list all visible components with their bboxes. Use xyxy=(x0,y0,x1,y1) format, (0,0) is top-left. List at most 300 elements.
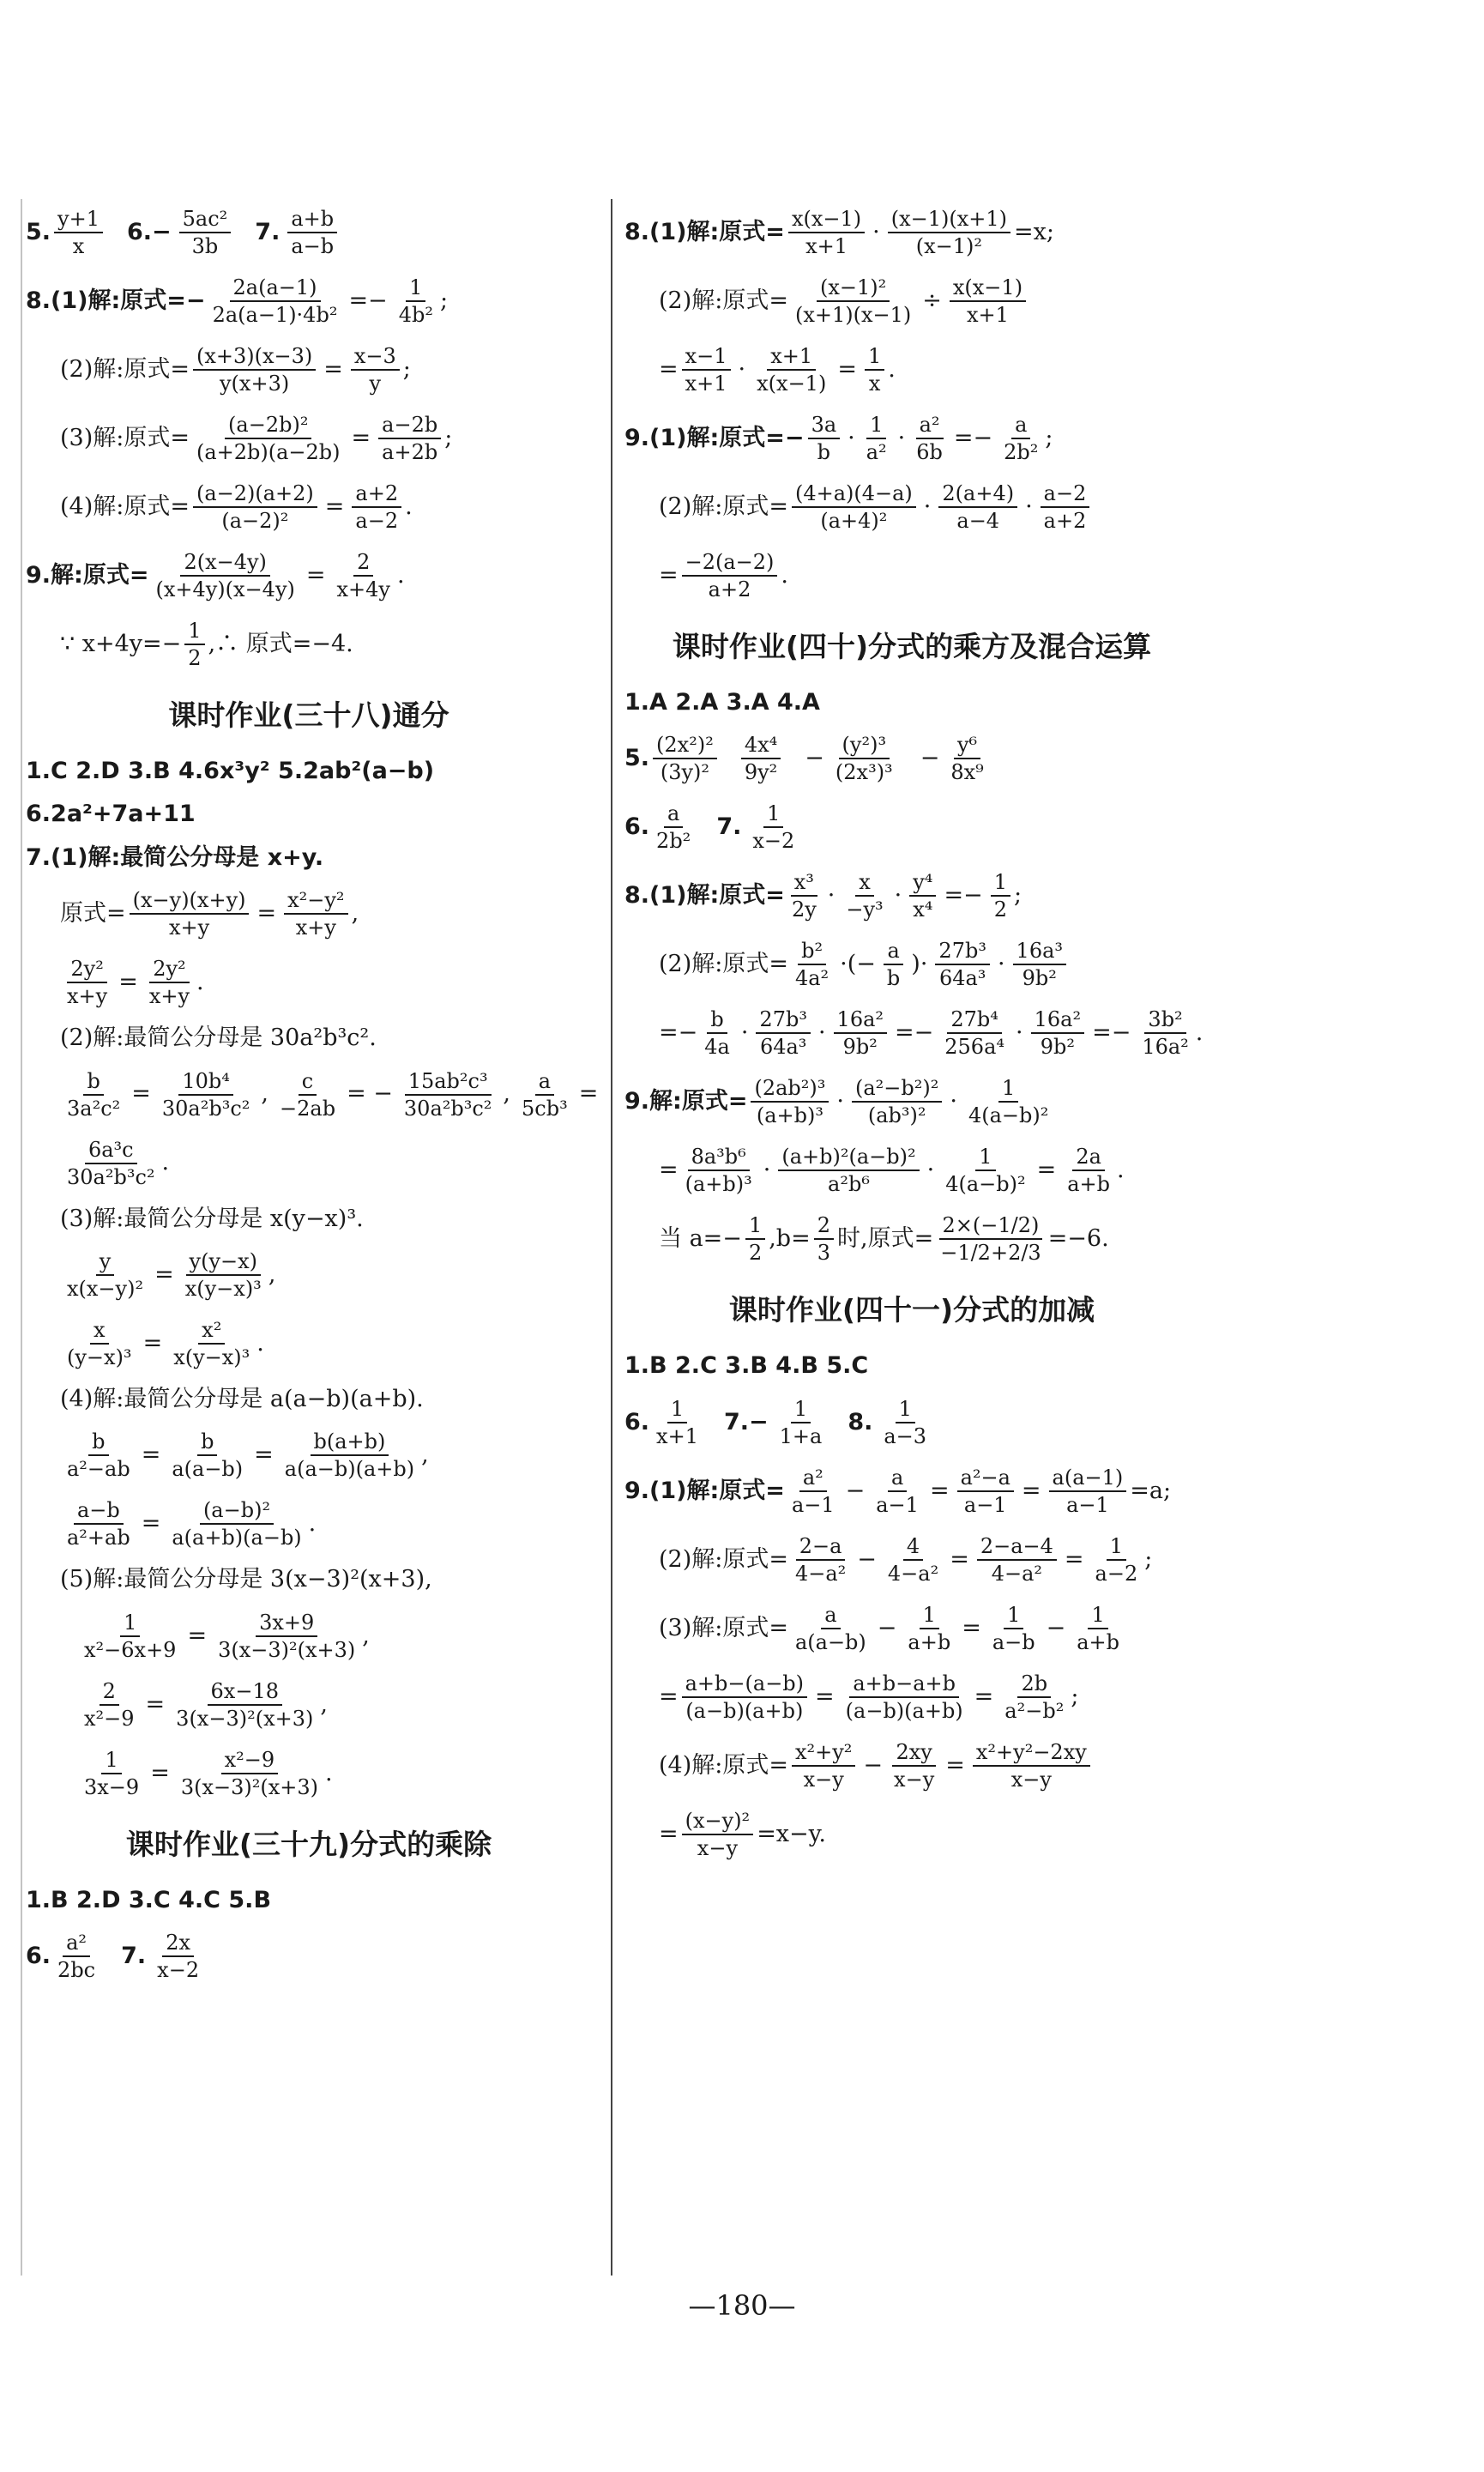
operator: · xyxy=(872,218,880,245)
fraction xyxy=(284,887,347,940)
operator: = xyxy=(154,1260,174,1288)
denominator: a−2 xyxy=(355,509,399,533)
fraction xyxy=(54,206,103,259)
fraction xyxy=(682,1144,756,1197)
fraction xyxy=(701,1006,733,1060)
label: (4)解:原式= xyxy=(60,493,190,520)
operator: = xyxy=(1036,1157,1057,1184)
operator: = xyxy=(837,355,857,383)
denominator: 6b xyxy=(916,440,943,464)
fraction xyxy=(1138,1006,1191,1060)
denominator: x(y−x)³ xyxy=(184,1276,262,1301)
fraction xyxy=(977,1533,1057,1587)
numerator: a xyxy=(888,1465,907,1492)
fraction xyxy=(682,1671,807,1724)
denominator: a−1 xyxy=(791,1492,835,1517)
operator: = xyxy=(145,1690,166,1718)
numerator: a² xyxy=(63,1930,90,1957)
fraction xyxy=(1064,1144,1113,1197)
numerator: 27b⁴ xyxy=(947,1006,1002,1034)
denominator: y xyxy=(369,372,382,396)
fraction xyxy=(942,1144,1029,1197)
fraction xyxy=(63,956,111,1009)
denominator: x−2 xyxy=(157,1958,200,1983)
numerator: (4+a)(4−a) xyxy=(792,480,916,508)
fraction xyxy=(788,869,820,922)
label: 5. xyxy=(624,745,650,772)
left-column xyxy=(26,206,599,1998)
fraction xyxy=(842,1671,967,1724)
numerator: x(x−1) xyxy=(950,275,1026,302)
denominator: 3a²c² xyxy=(67,1096,121,1121)
numerator: 16a² xyxy=(1031,1006,1084,1034)
denominator: 4(a−b)² xyxy=(968,1103,1049,1128)
punctuation: ; xyxy=(1144,1545,1153,1573)
numerator: a+2 xyxy=(352,480,401,508)
section-heading-41: 课时作业(四十一)分式的加减 xyxy=(728,1293,1095,1327)
line-l8: 1.C 2.D 3.B 4.6x³y² 5.2ab²(a−b) xyxy=(26,758,435,784)
label: = xyxy=(659,1683,679,1710)
denominator: a(a−b)(a+b) xyxy=(284,1457,415,1482)
numerator: 6a³c xyxy=(85,1137,137,1164)
punctuation: . xyxy=(1117,1157,1125,1184)
numerator: (x−1)(x+1) xyxy=(888,206,1010,233)
denominator: a+b xyxy=(1077,1629,1120,1654)
operator: =− xyxy=(944,882,983,910)
numerator: a² xyxy=(799,1465,827,1492)
denominator: a−4 xyxy=(956,509,1000,533)
denominator: 9b² xyxy=(1040,1035,1075,1060)
numerator: 1 xyxy=(998,1075,1018,1103)
text: ,b= xyxy=(769,1225,811,1253)
numerator: x−3 xyxy=(351,343,400,371)
fraction xyxy=(938,480,1017,534)
fraction xyxy=(788,1465,838,1518)
numerator: (a+b)²(a−b)² xyxy=(778,1144,919,1171)
line-l18 xyxy=(26,1317,592,1370)
fraction xyxy=(653,801,694,854)
numerator: (a−b)² xyxy=(200,1497,274,1525)
numerator: 1 xyxy=(920,1602,939,1629)
fraction xyxy=(842,869,886,922)
text: ,∴ 原式=−4. xyxy=(208,630,353,657)
numerator: x(x−1) xyxy=(788,206,865,233)
numerator: (x−1)² xyxy=(817,275,890,302)
text: =−6. xyxy=(1047,1225,1109,1253)
line-r2 xyxy=(624,275,1199,328)
text: =x−y. xyxy=(757,1820,826,1847)
numerator: x+1 xyxy=(767,343,816,371)
denominator: (a−b)(a+b) xyxy=(685,1698,804,1723)
line-l4 xyxy=(26,412,592,465)
operator: = xyxy=(1021,1477,1041,1504)
numerator: 2 xyxy=(353,549,373,577)
fraction xyxy=(146,956,193,1009)
denominator: −1/2+2/3 xyxy=(940,1241,1041,1266)
page-number: —180— xyxy=(688,2289,796,2322)
denominator: a+2b xyxy=(382,440,438,464)
numerator: 27b³ xyxy=(935,938,990,965)
numerator: 2−a−4 xyxy=(977,1533,1057,1561)
fraction xyxy=(792,1739,855,1792)
denominator: a(a−b) xyxy=(794,1629,866,1654)
text: =x; xyxy=(1014,218,1054,245)
denominator: x+y xyxy=(168,916,210,940)
line-l2 xyxy=(26,275,592,328)
numerator: 4 xyxy=(903,1533,923,1561)
operator: · xyxy=(926,1157,935,1184)
fraction xyxy=(890,1739,938,1792)
operator: = xyxy=(324,493,345,520)
fraction xyxy=(81,1610,179,1663)
fraction xyxy=(378,412,441,465)
fraction xyxy=(682,549,778,602)
operator: − xyxy=(845,1477,866,1504)
operator: =− xyxy=(1092,1019,1131,1047)
denominator: x(y−x)³ xyxy=(173,1345,250,1369)
denominator: a(a−b) xyxy=(172,1457,244,1482)
line-l12 xyxy=(26,956,592,1009)
left-margin-line xyxy=(21,199,22,2276)
fraction xyxy=(193,480,317,534)
numerator: 6x−18 xyxy=(208,1678,282,1706)
numerator: y(y−x) xyxy=(186,1248,262,1276)
fraction xyxy=(653,732,717,785)
fraction xyxy=(1000,412,1041,465)
numerator: 1 xyxy=(184,618,204,645)
fraction xyxy=(973,1739,1090,1792)
line-l14 xyxy=(26,1068,599,1121)
denominator: a−2 xyxy=(1095,1561,1138,1586)
operator: ·(− xyxy=(840,951,876,978)
numerator: a+b−(a−b) xyxy=(682,1671,807,1698)
fraction xyxy=(776,1396,826,1449)
numerator: −2(a−2) xyxy=(682,549,778,577)
operator: = xyxy=(187,1622,208,1649)
fraction xyxy=(682,1808,754,1861)
denominator: −y³ xyxy=(846,898,884,922)
denominator: x xyxy=(72,234,85,258)
denominator: (x+1)(x−1) xyxy=(794,303,912,327)
denominator: 4a xyxy=(704,1035,730,1060)
denominator: x−y xyxy=(803,1767,844,1792)
denominator: 2a(a−1)·4b² xyxy=(212,303,338,327)
numerator: 1 xyxy=(866,412,886,439)
operator: = xyxy=(142,1329,163,1357)
punctuation: . xyxy=(196,968,204,995)
denominator: a(a+b)(a−b) xyxy=(172,1526,302,1550)
line-r8 xyxy=(624,732,1199,785)
text: 时,原式= xyxy=(837,1225,934,1253)
denominator: 8x⁹ xyxy=(950,760,984,785)
numerator: x²−y² xyxy=(284,887,347,915)
operator: − xyxy=(863,1751,884,1779)
label: 6.− xyxy=(126,218,172,245)
numerator: 2y² xyxy=(67,956,106,983)
line-l26: 1.B 2.D 3.C 4.C 5.B xyxy=(26,1886,272,1913)
fraction xyxy=(792,1533,849,1587)
fraction xyxy=(209,275,341,328)
fraction xyxy=(287,206,337,259)
punctuation: . xyxy=(161,1149,170,1176)
line-r1 xyxy=(624,206,1199,259)
operator: − xyxy=(1046,1614,1066,1641)
label: 当 a=− xyxy=(659,1225,742,1253)
fraction xyxy=(334,549,394,602)
numerator: 2(x−4y) xyxy=(180,549,269,577)
label: = xyxy=(659,1157,679,1184)
line-l20 xyxy=(26,1429,592,1482)
fraction xyxy=(834,1006,887,1060)
denominator: (ab³)² xyxy=(867,1103,926,1128)
line-l16: (3)解:最简公分母是 x(y−x)³. xyxy=(60,1205,364,1232)
denominator: a+2 xyxy=(1043,509,1087,533)
numerator: y+1 xyxy=(54,206,103,233)
denominator: a+b xyxy=(1067,1172,1111,1197)
operator: = xyxy=(929,1477,950,1504)
punctuation: , xyxy=(351,899,359,927)
denominator: x+1 xyxy=(656,1423,698,1448)
operator: , xyxy=(503,1080,511,1108)
label: (2)解:原式= xyxy=(659,287,788,314)
line-r20 xyxy=(624,1602,1199,1655)
denominator: (a+4)² xyxy=(820,509,888,533)
numerator: a xyxy=(1011,412,1030,439)
denominator: 64a³ xyxy=(938,966,986,991)
line-l17 xyxy=(26,1248,592,1302)
label: 6. xyxy=(624,813,650,841)
denominator: x+4y xyxy=(336,577,390,601)
fraction xyxy=(935,938,990,991)
denominator: (y−x)³ xyxy=(67,1345,132,1369)
line-l27 xyxy=(26,1930,592,1983)
fraction xyxy=(159,1068,254,1121)
fraction xyxy=(991,869,1010,922)
label: ∵ x+4y=− xyxy=(60,630,182,657)
numerator: 16a² xyxy=(834,1006,887,1034)
operator: = xyxy=(254,1441,274,1469)
numerator: 2 xyxy=(814,1212,834,1240)
fraction xyxy=(63,1317,136,1370)
denominator: a−1 xyxy=(876,1492,919,1517)
numerator: (a−2b)² xyxy=(225,412,311,439)
fraction xyxy=(814,1212,834,1266)
fraction xyxy=(957,1465,1014,1518)
label: = xyxy=(659,1820,679,1847)
denominator: x+1 xyxy=(805,234,848,258)
fraction xyxy=(950,275,1026,328)
label: (2)解:原式= xyxy=(659,951,788,978)
punctuation: ; xyxy=(1045,424,1053,451)
fraction xyxy=(63,1429,134,1482)
denominator: (a+b)³ xyxy=(685,1172,752,1197)
numerator: x²+y² xyxy=(792,1739,855,1767)
label: = xyxy=(659,561,679,589)
numerator: a−b xyxy=(74,1497,124,1525)
operator: =− xyxy=(348,287,388,314)
numerator: 4x⁴ xyxy=(741,732,781,759)
line-r21 xyxy=(624,1671,1199,1724)
line-r11 xyxy=(624,938,1199,991)
fraction xyxy=(182,1248,265,1302)
fraction xyxy=(751,1075,829,1128)
fraction xyxy=(904,1602,954,1655)
numerator: b(a+b) xyxy=(311,1429,389,1456)
operator: · xyxy=(836,1088,844,1115)
fraction xyxy=(63,1248,147,1302)
denominator: 64a³ xyxy=(759,1035,807,1060)
line-r17 xyxy=(624,1396,1199,1449)
line-r15 xyxy=(624,1212,1199,1266)
numerator: 1 xyxy=(406,275,425,302)
operator: · xyxy=(997,951,1005,978)
numerator: 2×(−1/2) xyxy=(939,1212,1043,1240)
numerator: x³ xyxy=(791,869,817,897)
denominator: x−y xyxy=(697,1835,738,1860)
numerator: 2y² xyxy=(149,956,189,983)
numerator: a−2b xyxy=(378,412,441,439)
denominator: a−b xyxy=(291,234,335,258)
fraction xyxy=(880,1396,930,1449)
denominator: 9y² xyxy=(744,760,778,785)
fraction xyxy=(170,1317,253,1370)
operator: = xyxy=(815,1683,835,1710)
fraction xyxy=(81,1678,138,1732)
denominator: b xyxy=(817,440,831,464)
punctuation: . xyxy=(888,355,896,383)
line-l19: (4)解:最简公分母是 a(a−b)(a+b). xyxy=(60,1385,424,1412)
denominator: 3x−9 xyxy=(84,1774,140,1799)
fraction xyxy=(741,732,781,785)
fraction xyxy=(865,343,884,396)
numerator: (2ab²)³ xyxy=(751,1075,829,1103)
denominator: 2b² xyxy=(656,829,691,854)
fraction xyxy=(401,1068,496,1121)
denominator: x−2 xyxy=(752,829,795,854)
fraction xyxy=(193,412,344,465)
fraction xyxy=(154,1930,202,1983)
numerator: 1 xyxy=(991,869,1010,897)
numerator: 2xy xyxy=(892,1739,935,1767)
numerator: 1 xyxy=(975,1144,995,1171)
fraction xyxy=(1001,1671,1067,1724)
denominator: (a−b)(a+b) xyxy=(845,1698,963,1723)
denominator: (a−2)² xyxy=(221,509,289,533)
numerator: y⁶ xyxy=(954,732,980,759)
denominator: 4−a² xyxy=(887,1561,939,1586)
numerator: a(a−1) xyxy=(1049,1465,1127,1492)
fraction xyxy=(792,1602,870,1655)
fraction xyxy=(168,1429,246,1482)
denominator: x²−6x+9 xyxy=(84,1637,177,1662)
line-l22: (5)解:最简公分母是 3(x−3)²(x+3), xyxy=(60,1566,432,1593)
numerator: b² xyxy=(798,938,826,965)
fraction xyxy=(778,1144,919,1197)
punctuation: ; xyxy=(439,287,449,314)
denominator: x²−9 xyxy=(84,1706,135,1731)
numerator: a xyxy=(535,1068,554,1096)
fraction xyxy=(653,1396,702,1449)
line-r6 xyxy=(624,549,1199,602)
denominator: b xyxy=(886,966,901,991)
fraction xyxy=(63,1068,124,1121)
numerator: 27b³ xyxy=(756,1006,811,1034)
line-l3 xyxy=(26,343,592,396)
fraction xyxy=(193,343,316,396)
numerator: 2b xyxy=(1017,1671,1051,1698)
denominator: 9b² xyxy=(1022,966,1057,991)
numerator: 1 xyxy=(101,1747,121,1774)
denominator: (a+2b)(a−2b) xyxy=(196,440,341,464)
numerator: 3b² xyxy=(1144,1006,1185,1034)
denominator: a+2 xyxy=(708,577,751,601)
denominator: 30a²b³c² xyxy=(67,1164,155,1189)
numerator: x xyxy=(90,1317,109,1345)
numerator: a² xyxy=(916,412,944,439)
label: (2)解:原式= xyxy=(659,1545,788,1573)
operator: = xyxy=(131,1080,151,1108)
denominator: x+1 xyxy=(685,372,727,396)
punctuation: . xyxy=(405,493,413,520)
numerator: 8a³b⁶ xyxy=(688,1144,750,1171)
punctuation: . xyxy=(781,561,789,589)
label: 9.解:原式= xyxy=(26,561,149,589)
operator: · xyxy=(848,424,855,451)
numerator: 1 xyxy=(745,1212,765,1240)
denominator: 4−a² xyxy=(991,1561,1043,1586)
numerator: (x−y)² xyxy=(682,1808,754,1835)
numerator: a xyxy=(664,801,683,828)
fraction xyxy=(863,412,890,465)
line-r16: 1.B 2.C 3.B 4.B 5.C xyxy=(624,1352,869,1380)
operator: = − xyxy=(347,1080,393,1108)
denominator: a−b xyxy=(992,1629,1035,1654)
denominator: x(x−1) xyxy=(757,372,827,396)
denominator: a²−b² xyxy=(1004,1698,1065,1723)
operator: · xyxy=(738,355,746,383)
operator: − xyxy=(857,1545,877,1573)
fraction xyxy=(913,412,946,465)
fraction xyxy=(1092,1533,1142,1587)
denominator: 9b² xyxy=(842,1035,878,1060)
denominator: 1+a xyxy=(779,1423,823,1448)
section-heading-38: 课时作业(三十八)通分 xyxy=(168,698,449,732)
line-r3 xyxy=(624,343,1199,396)
numerator: 15ab²c³ xyxy=(405,1068,492,1096)
label: (3)解:原式= xyxy=(60,424,190,451)
operator: = xyxy=(305,561,326,589)
denominator: 3(x−3)²(x+3) xyxy=(180,1774,318,1799)
label: (4)解:原式= xyxy=(659,1751,788,1779)
fraction xyxy=(792,938,832,991)
fraction xyxy=(682,343,731,396)
line-r12 xyxy=(624,1006,1203,1060)
fraction xyxy=(884,938,903,991)
operator: · xyxy=(740,1019,749,1047)
line-l15 xyxy=(26,1137,592,1190)
fraction xyxy=(130,887,250,940)
denominator: 2 xyxy=(993,898,1007,922)
label: (2)解:原式= xyxy=(659,493,788,520)
denominator: 4(a−b)² xyxy=(945,1172,1026,1197)
fraction xyxy=(937,1212,1044,1266)
fraction xyxy=(352,480,401,534)
fraction xyxy=(1041,480,1090,534)
denominator: (x−1)² xyxy=(915,234,982,258)
line-r19 xyxy=(624,1533,1199,1587)
denominator: 16a² xyxy=(1142,1035,1189,1060)
operator: − xyxy=(877,1614,897,1641)
